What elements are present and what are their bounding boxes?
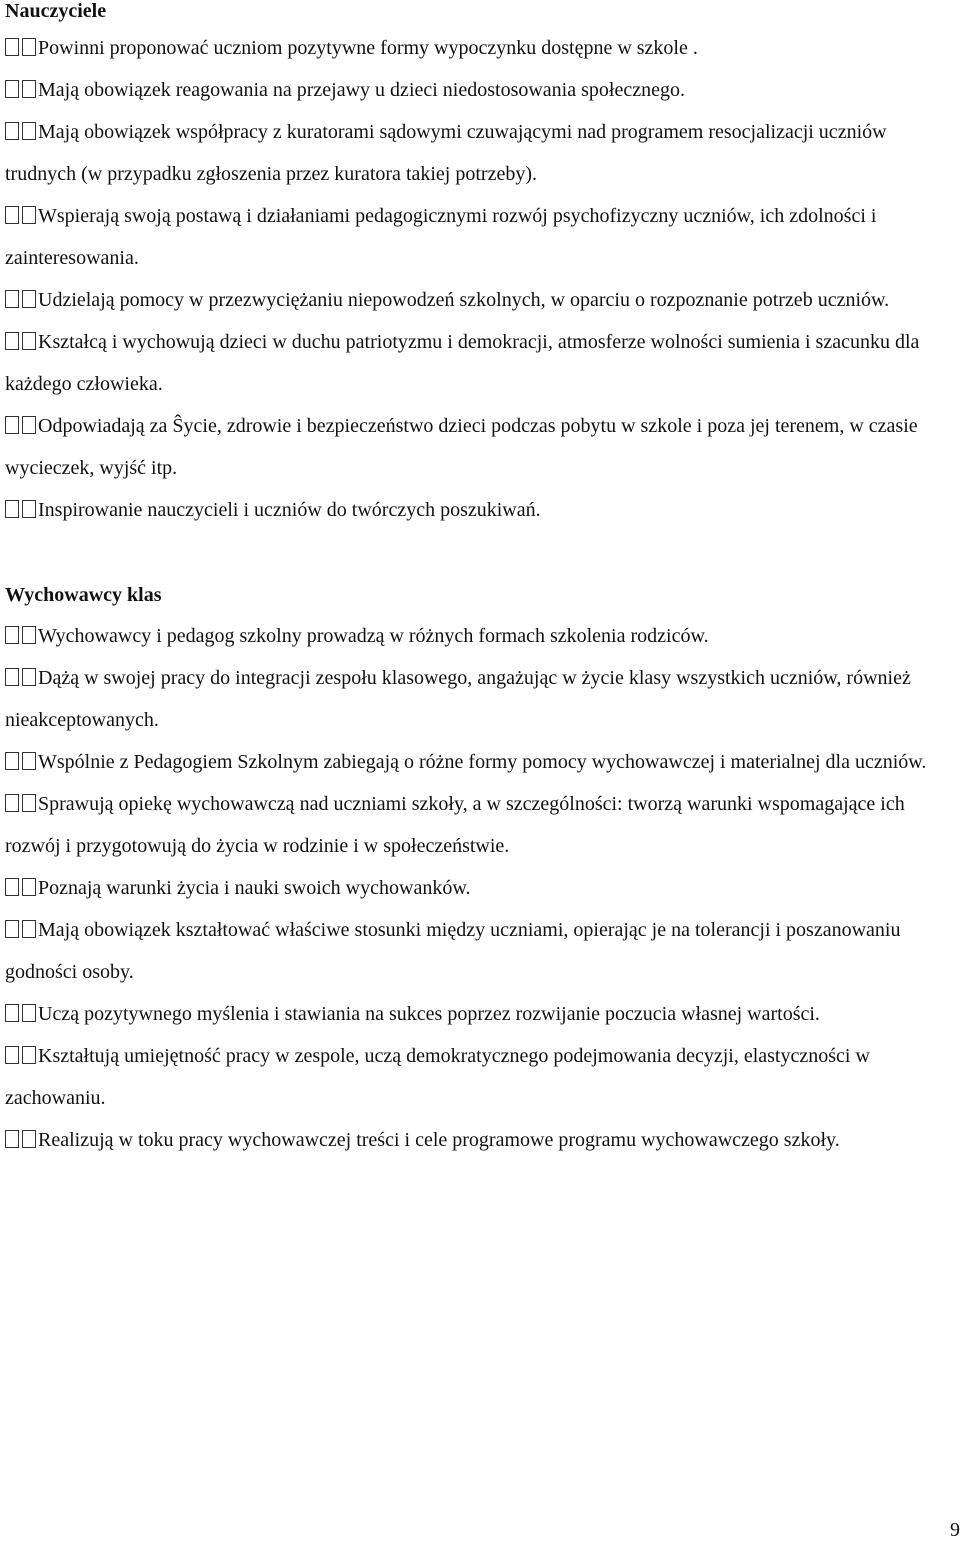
- bullet-box-icon: [5, 1046, 19, 1064]
- list-item: [5, 111, 955, 195]
- list-item: [5, 615, 955, 657]
- bullet-box-icon: [22, 794, 36, 812]
- list-item: [5, 741, 955, 783]
- bullet-box-icon: [5, 1130, 19, 1148]
- class-teachers-list: [5, 615, 955, 1161]
- list-item-text: Mają obowiązek reagowania na przejawy u dzieci niedostosowania społecznego.: [38, 79, 685, 101]
- bullet-box-icon: [22, 38, 36, 56]
- list-item: [5, 69, 955, 111]
- bullet-box-icon: [22, 920, 36, 938]
- list-item-text: Sprawują opiekę wychowawczą nad uczniami szkoły, a w szczególności: tworzą warunki wspomagające ich rozwój i przygotowują do życia w rodzinie i w społeczeństwie.: [5, 793, 905, 857]
- list-item-text: Wspólnie z Pedagogiem Szkolnym zabiegają o różne formy pomocy wychowawczej i materialnej dla uczniów.: [38, 751, 927, 773]
- bullet-box-icon: [22, 122, 36, 140]
- bullet-box-icon: [5, 920, 19, 938]
- bullet-box-icon: [22, 668, 36, 686]
- list-item: [5, 27, 955, 69]
- bullet-box-icon: [5, 38, 19, 56]
- bullet-box-icon: [5, 416, 19, 434]
- list-item-text: Uczą pozytywnego myślenia i stawiania na sukces poprzez rozwijanie poczucia własnej wartości.: [38, 1003, 820, 1025]
- bullet-box-icon: [22, 332, 36, 350]
- list-item: [5, 657, 955, 741]
- list-item-text: Udzielają pomocy w przezwyciężaniu niepowodzeń szkolnych, w oparciu o rozpoznanie potrzeb uczniów.: [38, 289, 890, 311]
- list-item-text: Realizują w toku pracy wychowawczej treści i cele programowe programu wychowawczego szkoły.: [38, 1129, 840, 1151]
- list-item: [5, 405, 955, 489]
- list-item-text: Mają obowiązek współpracy z kuratorami sądowymi czuwającymi nad programem resocjalizacji uczniów trudnych (w przypadku zgłoszenia przez kuratora takiej potrzeby).: [5, 121, 887, 185]
- list-item-text: Odpowiadają za Ŝycie, zdrowie i bezpieczeństwo dzieci podczas pobytu w szkole i poza jej terenem, w czasie wycieczek, wyjść itp.: [5, 415, 918, 479]
- bullet-box-icon: [5, 878, 19, 896]
- list-item: [5, 1119, 955, 1161]
- list-item-text: Mają obowiązek kształtować właściwe stosunki między uczniami, opierając je na tolerancji i poszanowaniu godności osoby.: [5, 919, 901, 983]
- bullet-box-icon: [22, 290, 36, 308]
- section-teachers: [5, 0, 955, 21]
- bullet-box-icon: [5, 500, 19, 518]
- bullet-box-icon: [5, 332, 19, 350]
- bullet-box-icon: [5, 794, 19, 812]
- list-item: [5, 1035, 955, 1119]
- section-heading-class-teachers: Wychowawcy klas: [5, 584, 162, 606]
- list-item: [5, 489, 955, 531]
- list-item-text: Powinni proponować uczniom pozytywne formy wypoczynku dostępne w szkole .: [38, 37, 698, 59]
- bullet-box-icon: [22, 1130, 36, 1148]
- bullet-box-icon: [22, 1004, 36, 1022]
- bullet-box-icon: [5, 80, 19, 98]
- bullet-box-icon: [5, 1004, 19, 1022]
- list-item-text: Dążą w swojej pracy do integracji zespołu klasowego, angażując w życie klasy wszystkich uczniów, również nieakceptowanych.: [5, 667, 911, 731]
- list-item: [5, 195, 955, 279]
- list-item: [5, 909, 955, 993]
- list-item-text: Kształcą i wychowują dzieci w duchu patriotyzmu i demokracji, atmosferze wolności sumienia i szacunku dla każdego człowieka.: [5, 331, 920, 395]
- bullet-box-icon: [5, 626, 19, 644]
- bullet-box-icon: [22, 878, 36, 896]
- bullet-box-icon: [22, 626, 36, 644]
- list-item: [5, 279, 955, 321]
- list-item: [5, 783, 955, 867]
- list-item: [5, 867, 955, 909]
- bullet-box-icon: [5, 122, 19, 140]
- bullet-box-icon: [22, 206, 36, 224]
- list-item-text: Poznają warunki życia i nauki swoich wychowanków.: [38, 877, 471, 899]
- bullet-box-icon: [5, 206, 19, 224]
- list-item-text: Wspierają swoją postawą i działaniami pedagogicznymi rozwój psychofizyczny uczniów, ich zdolności i zainteresowania.: [5, 205, 877, 269]
- bullet-box-icon: [5, 290, 19, 308]
- list-item: [5, 993, 955, 1035]
- teachers-list: [5, 27, 955, 531]
- list-item-text: Inspirowanie nauczycieli i uczniów do twórczych poszukiwań.: [38, 499, 541, 521]
- bullet-box-icon: [22, 416, 36, 434]
- bullet-box-icon: [22, 500, 36, 518]
- bullet-box-icon: [22, 1046, 36, 1064]
- list-item: [5, 321, 955, 405]
- section-heading-teachers: Nauczyciele: [5, 0, 107, 22]
- bullet-box-icon: [22, 80, 36, 98]
- bullet-box-icon: [5, 752, 19, 770]
- page-number: 9: [950, 1519, 960, 1541]
- bullet-box-icon: [5, 668, 19, 686]
- bullet-box-icon: [22, 752, 36, 770]
- section-class-teachers: [5, 584, 955, 605]
- list-item-text: Wychowawcy i pedagog szkolny prowadzą w różnych formach szkolenia rodziców.: [38, 625, 709, 647]
- list-item-text: Kształtują umiejętność pracy w zespole, uczą demokratycznego podejmowania decyzji, elastyczności w zachowaniu.: [5, 1045, 870, 1109]
